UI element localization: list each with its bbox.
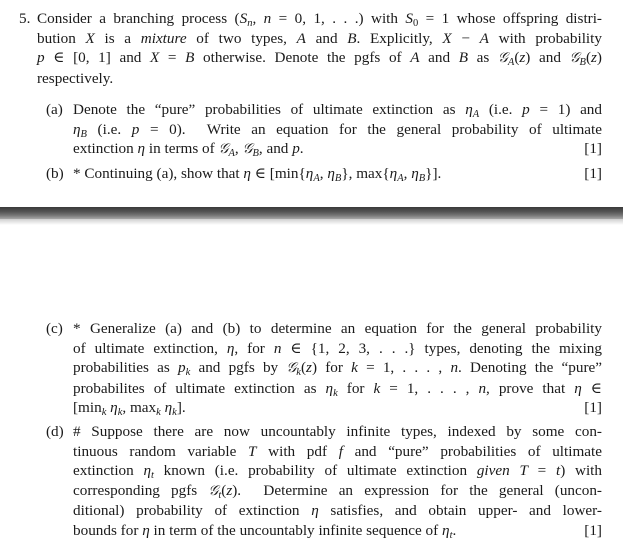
intro-line-1: Consider a branching process ($S_n$, n = 0, 1, . . .) with $S_0 = 1$ whose offspring distri- [37,10,602,29]
intro-line-4: respectively. [37,69,114,87]
part-c-label: (c) [46,320,63,337]
part-a-marks: [1] [584,140,602,157]
part-b-marks: [1] [584,165,602,182]
page-divider [0,207,623,219]
intro-line-2: bution X is a mixture of two types, A and B. Explicitly, X − A with probability [37,29,602,47]
part-a-text: Denote the “pure” probabilities of ultimate extinction as $\eta_A$ (i.e. p = 1) and $\eta_B$ (i.e. p = 0). Write an equation for the general probability of ultimate extinction η in terms of 𝒢$_A$, 𝒢$_B$, and p. [1] [73,101,602,159]
problem-intro [37,9,602,88]
part-c-text: * Generalize (a) and (b) to determine an equation for the general probability of ultimate extinction, η, for n ∈ {1, 2, 3, . . .} types, denoting the mixing probabilities as $p_k$ and pgfs by 𝒢$_k$(z) for k = 1, . . . , n. Denoting the “pure” probabilites of ultimate extinction as $\eta_k$ for k = 1, . . . , n, prove that η ∈ [$\min_k$ $\eta_k$, $\max_k \eta_k$]. [1] [73,320,602,418]
part-d-marks: [1] [584,521,602,539]
part-b-text: * Continuing (a), show that η ∈ [$\min\{\eta_A$, $\eta_B$}, $\max\{\eta_A$, $\eta_B$}]. [1] [73,165,602,184]
part-c-marks: [1] [584,399,602,416]
part-a-label: (a) [46,101,63,118]
intro-line-3: p ∈ [0, 1] and X = B otherwise. Denote the pgfs of A and B as 𝒢$_A$(z) and 𝒢$_B$(z) [37,49,602,68]
part-d-text: # Suppose there are now uncountably infinite types, indexed by some con- tinuous random variable T with pdf f and “pure” probabilities of ultimate extinction $\eta_t$ known (i.e. probability of ultimate extinction given T = t) with corresponding pgfs 𝒢$_t$(z). Determine an expression for the general (uncon- ditional) probability of extinction η satisfies, and obtain upper- and lower- bounds for η in term of the uncountably infinite sequence of $\eta_t$. [1] [73,423,602,541]
part-b-label: (b) [46,165,64,182]
problem-number: 5. [19,10,31,27]
part-d-label: (d) [46,423,64,440]
